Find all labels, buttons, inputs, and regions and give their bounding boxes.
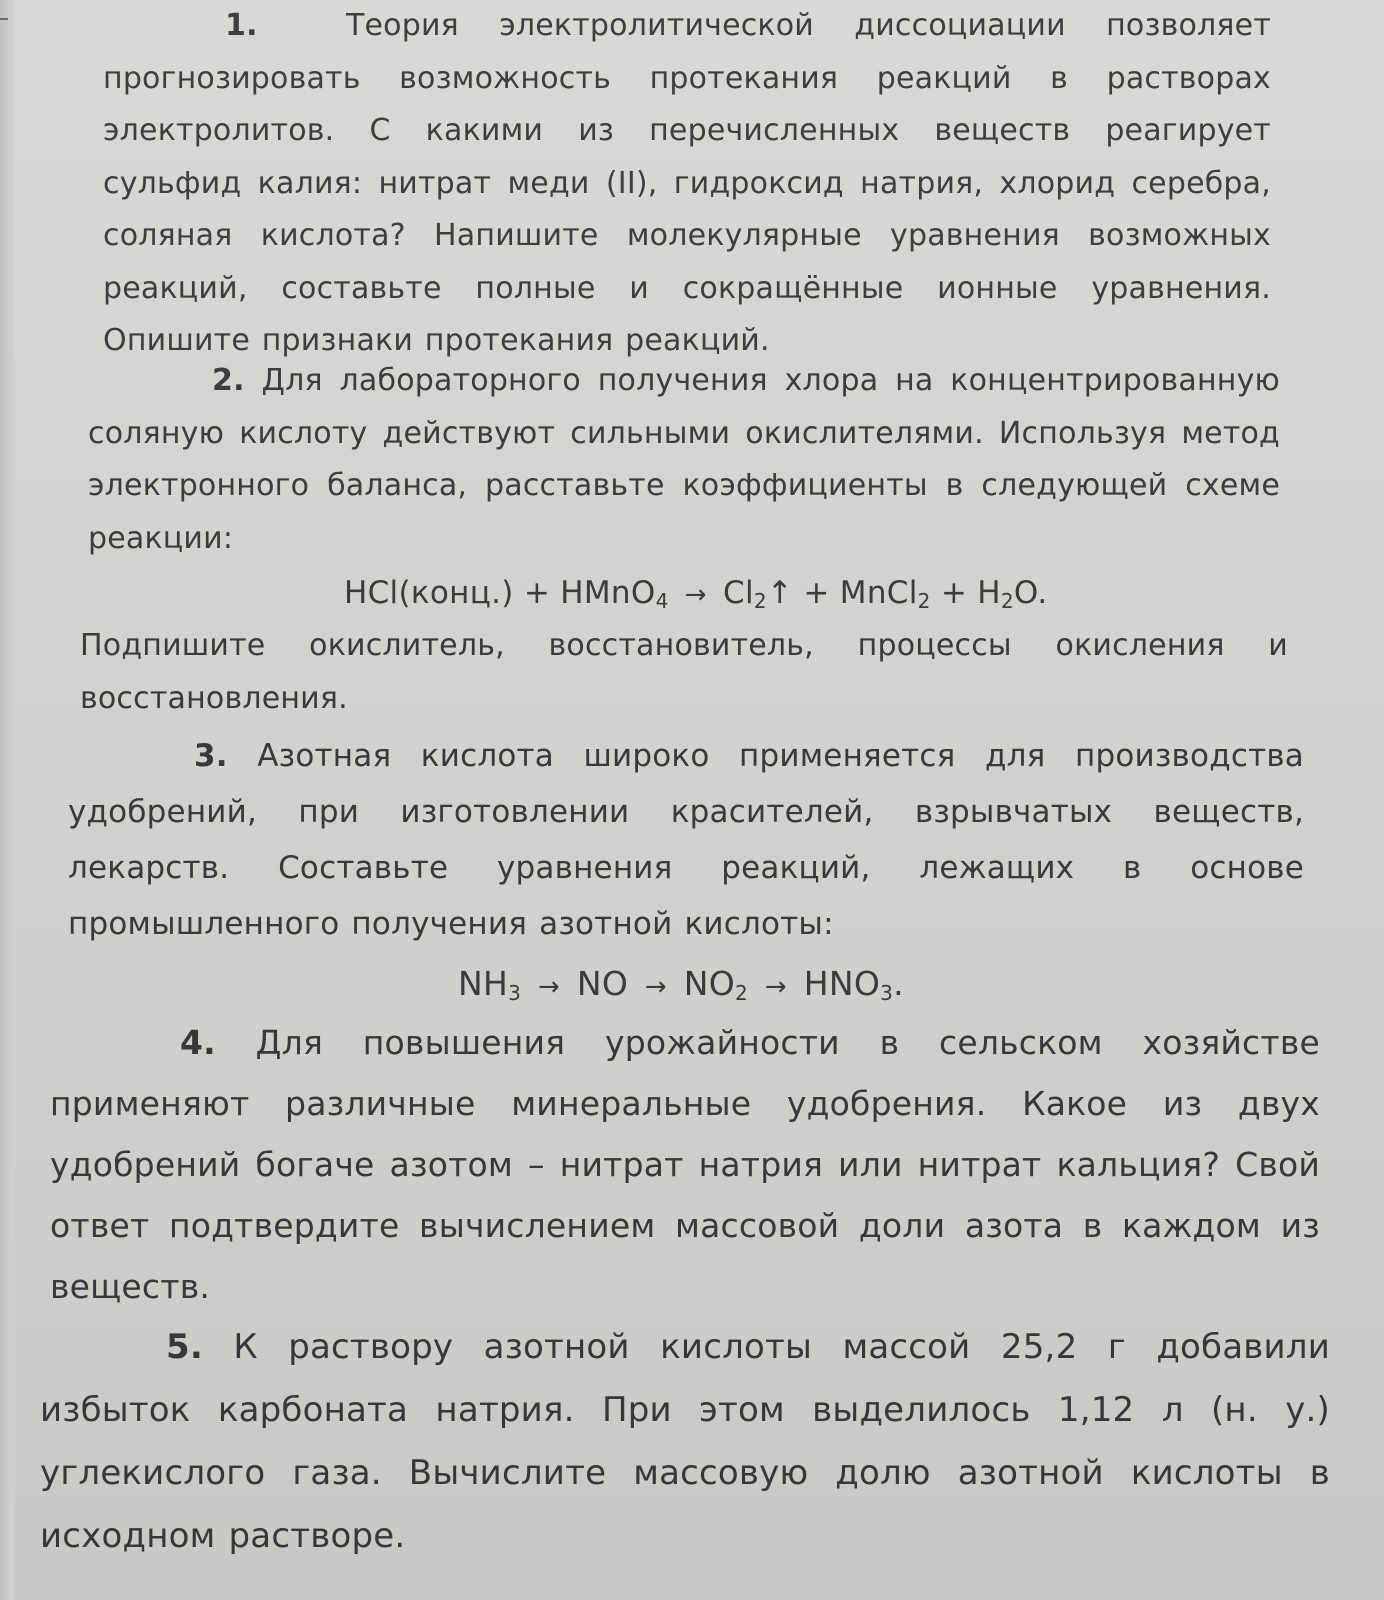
task-2-after-text: Подпишите окислитель, восстановитель, процессы окисления и восстановления. [80,628,1288,716]
chain-no: NO [576,964,629,1003]
edge-mark [0,18,8,20]
reaction-arrow-icon: → [684,580,707,610]
task-3-chain [458,964,904,1003]
task-2-equation [344,575,1048,611]
eq-hmno4: HMnO$_4$ [560,575,669,613]
task-4-number: 4. [180,1023,216,1062]
task-3-number: 3. [194,738,228,774]
gas-arrow-icon: ↑ [766,575,794,611]
chain-arrow-icon: → [764,972,787,1002]
chain-arrow-icon: → [537,972,561,1002]
eq-plus-1: + [523,575,551,611]
page-left-edge [0,0,14,1600]
task-5-text: К раствору азотной кислоты массой 25,2 г добавили избыток карбоната натрия. При этом выделилось 1,12 л (н. у.) углекислого газа. Вычислите массовую долю азотной кислоты в исходном растворе. [40,1327,1330,1556]
task-1-number: 1. [225,8,258,43]
chain-arrow-icon: → [644,972,667,1002]
eq-cl2: $Cl_2↑$ [723,575,794,613]
chain-no2: $NO_2$ [683,964,749,1005]
task-2 [88,355,1280,565]
eq-mncl2: MnCl$_2$ [839,575,931,613]
task-1 [103,0,1271,368]
task-4-text: Для повышения урожайности в сельском хозяйстве применяют различные минеральные удобрения. Какое из двух удобрений богаче азотом – нитрат натрия или нитрат кальция? Свой ответ подтвердите вычислением массовой доли азота в каждом из веществ. [50,1023,1320,1306]
chain-hno3: $HNO_3$. [803,964,904,1005]
chain-nh3: $NH_3$ [458,964,522,1005]
task-2-text: Для лабораторного получения хлора на концентрированную соляную кислоту действуют сильными окислителями. Используя метод электронного баланса, расставьте коэффициенты в следующей схеме реакции: [88,363,1280,556]
task-4 [50,1012,1320,1317]
task-5 [40,1316,1330,1568]
eq-plus-3: + [940,575,968,611]
task-1-text: Теория электролитической диссоциации позволяет прогнозировать возможность протекания реакций в растворах электролитов. С какими из перечисленных веществ реагирует сульфид калия: нитрат меди (II), гидроксид натрия, хлорид серебра, соляная кислота? Напишите молекулярные уравнения возможных реакций, составьте полные и сокращённые ионные уравнения. Опишите признаки протекания реакций. [103,8,1271,358]
eq-hcl: HCl(конц.) [344,575,514,611]
task-2-number: 2. [212,363,245,398]
task-3-text: Азотная кислота широко применяется для производства удобрений, при изготовлении красителей, взрывчатых веществ, лекарств. Составьте уравнения реакций, лежащих в основе промышленного получения азотной кислоты: [68,738,1304,942]
task-5-number: 5. [166,1327,203,1367]
task-3 [68,728,1304,952]
eq-plus-2: + [803,575,830,611]
eq-h2o: $H_2O$. [977,575,1048,613]
